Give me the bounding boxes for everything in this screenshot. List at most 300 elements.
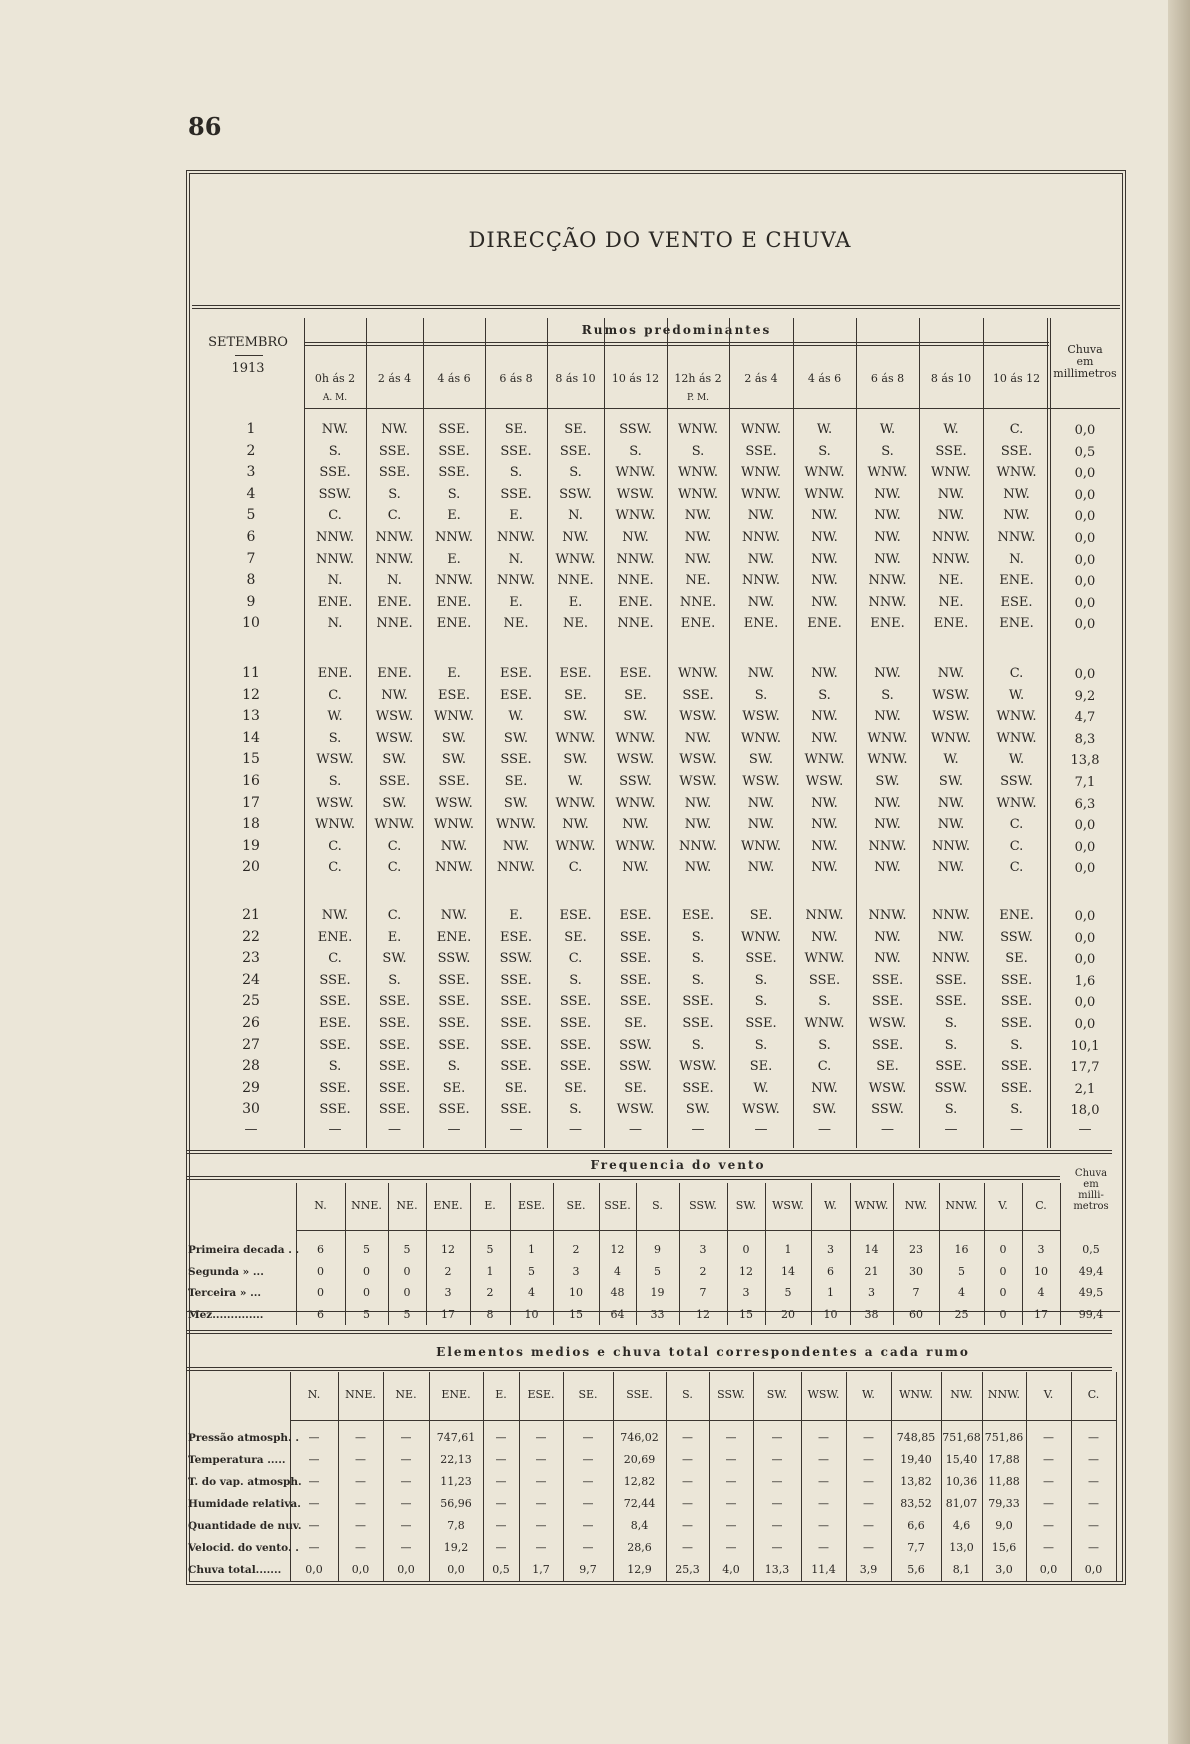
elements-value: 0,0 bbox=[1039, 1563, 1058, 1576]
title-separator bbox=[192, 305, 1120, 309]
page-title: DIRECÇÃO DO VENTO E CHUVA bbox=[468, 228, 852, 252]
wind-direction-cell: NNW. bbox=[375, 551, 414, 567]
wind-direction-cell: SW. bbox=[382, 951, 407, 967]
elements-value: — bbox=[582, 1497, 594, 1510]
wind-direction-cell: WNW. bbox=[555, 795, 596, 811]
wind-direction-cell: NW. bbox=[381, 687, 408, 703]
wind-direction-cell: S. bbox=[691, 951, 705, 967]
wind-direction-cell: SE. bbox=[624, 1080, 647, 1096]
frequency-value: 5 bbox=[958, 1264, 965, 1278]
wind-direction-cell: WSW. bbox=[742, 1102, 780, 1118]
wind-direction-cell: SSW. bbox=[437, 951, 471, 967]
wind-direction-cell: SSE. bbox=[1000, 994, 1033, 1010]
wind-direction-cell: SSE. bbox=[378, 465, 411, 481]
elements-value: 3,9 bbox=[859, 1563, 878, 1576]
wind-direction-cell: NW. bbox=[440, 838, 468, 854]
elements-value: — bbox=[863, 1453, 874, 1466]
dash-cell: — bbox=[754, 1122, 768, 1137]
wind-direction-cell: NW. bbox=[747, 594, 775, 610]
chuva-header-line: em bbox=[1076, 355, 1094, 369]
frequency-value: 30 bbox=[909, 1264, 923, 1278]
wind-direction-cell: NW. bbox=[684, 530, 712, 545]
elements-value: — bbox=[1043, 1519, 1054, 1532]
frequency-value: 0 bbox=[742, 1243, 750, 1256]
wind-direction-cell: SSE. bbox=[319, 1102, 351, 1118]
wind-direction-cell: SSE. bbox=[619, 972, 652, 988]
wind-direction-cell: ENE. bbox=[618, 594, 653, 610]
wind-direction-cell: NNW. bbox=[316, 551, 354, 567]
rain-cell: 0,0 bbox=[1074, 818, 1096, 834]
frequency-value: 19 bbox=[650, 1286, 665, 1299]
wind-direction-cell: ESE. bbox=[619, 666, 652, 681]
wind-direction-cell: SSE. bbox=[935, 1059, 967, 1075]
wind-direction-cell: NW. bbox=[811, 573, 838, 589]
wind-direction-cell: NW. bbox=[811, 530, 838, 545]
elements-value: — bbox=[535, 1431, 547, 1444]
day-number: 26 bbox=[242, 1015, 260, 1031]
rain-cell: 9,2 bbox=[1074, 688, 1096, 704]
wind-direction-cell: C. bbox=[387, 838, 402, 854]
elements-value: — bbox=[1088, 1431, 1099, 1444]
wind-direction-cell: NW. bbox=[622, 530, 649, 545]
wind-direction-cell: WSW. bbox=[679, 752, 717, 768]
wind-direction-cell: SW. bbox=[503, 730, 529, 746]
wind-direction-cell: WNW. bbox=[678, 486, 718, 502]
elements-value: 15,40 bbox=[945, 1453, 978, 1466]
elements-value: 9,0 bbox=[995, 1519, 1013, 1532]
wind-direction-cell: SE. bbox=[504, 774, 528, 789]
wind-direction-cell: NNW. bbox=[435, 860, 473, 876]
elements-value: 22,13 bbox=[440, 1453, 472, 1466]
wind-direction-cell: C. bbox=[817, 1059, 832, 1075]
wind-direction-cell: WNW. bbox=[867, 730, 908, 746]
elements-value: — bbox=[582, 1541, 594, 1554]
frequency-value: 38 bbox=[864, 1307, 879, 1321]
wind-direction-cell: S. bbox=[328, 774, 342, 789]
wind-direction-cell: NW. bbox=[747, 551, 775, 567]
elements-value: — bbox=[495, 1541, 507, 1554]
frequency-value: 1 bbox=[486, 1264, 494, 1278]
wind-direction-cell: ENE. bbox=[377, 666, 412, 681]
wind-direction-cell: WNW. bbox=[374, 817, 415, 833]
wind-direction-cell: NNW. bbox=[497, 573, 535, 589]
rain-cell: 17,7 bbox=[1070, 1060, 1100, 1076]
wind-direction-cell: NNE. bbox=[617, 573, 654, 589]
elements-value: — bbox=[535, 1519, 547, 1532]
day-number: 21 bbox=[242, 907, 260, 923]
day-number: 19 bbox=[242, 837, 260, 854]
elements-value: 9,7 bbox=[579, 1563, 597, 1576]
frequency-value: 5 bbox=[403, 1243, 411, 1256]
wind-direction-cell: SSE. bbox=[682, 1080, 714, 1096]
wind-direction-cell: WNW. bbox=[434, 817, 474, 833]
day-number: 29 bbox=[242, 1079, 260, 1096]
wind-direction-cell: SSE. bbox=[378, 1080, 411, 1096]
wind-direction-cell: SSE. bbox=[808, 972, 841, 988]
wind-direction-cell: SW. bbox=[812, 1102, 837, 1118]
frequency-value: 3 bbox=[868, 1286, 875, 1299]
wind-direction-cell: E. bbox=[447, 666, 461, 681]
wind-direction-cell: S. bbox=[388, 486, 401, 502]
elements-value: — bbox=[771, 1541, 783, 1554]
frequency-value: 17 bbox=[441, 1307, 455, 1321]
chuva-header-line: millimetros bbox=[1053, 367, 1117, 381]
wind-direction-cell: S. bbox=[447, 1059, 461, 1075]
wind-direction-cell: W. bbox=[753, 1080, 769, 1096]
elements-value: 3,0 bbox=[995, 1563, 1013, 1576]
frequency-column-header: S. bbox=[652, 1199, 663, 1212]
wind-direction-cell: WNW. bbox=[555, 551, 596, 567]
frequency-column-header: ENE. bbox=[433, 1199, 463, 1212]
wind-direction-cell: SE. bbox=[442, 1080, 466, 1096]
chuva-header-line: milli- bbox=[1078, 1190, 1104, 1201]
rain-cell: 18,0 bbox=[1070, 1103, 1100, 1119]
elements-value: 0,5 bbox=[492, 1563, 510, 1576]
day-number: 18 bbox=[242, 816, 260, 833]
wind-direction-cell: C. bbox=[568, 860, 583, 876]
elements-column-header: SW. bbox=[766, 1388, 788, 1401]
wind-direction-cell: SSW. bbox=[619, 1037, 652, 1053]
frequency-value: 8 bbox=[486, 1307, 494, 1321]
wind-direction-cell: ENE. bbox=[317, 666, 353, 681]
wind-direction-cell: SW. bbox=[563, 709, 588, 725]
frequency-value: 60 bbox=[909, 1307, 923, 1321]
hour-column-header: 10 ás 12 bbox=[611, 372, 660, 385]
wind-direction-cell: NW. bbox=[502, 838, 530, 854]
hour-column-header: 10 ás 12 bbox=[992, 372, 1041, 385]
chuva-header bbox=[1050, 344, 1120, 380]
elements-column-header: ESE. bbox=[527, 1388, 555, 1401]
wind-direction-cell: SE. bbox=[749, 908, 773, 923]
rain-cell: 0,0 bbox=[1074, 995, 1096, 1011]
wind-direction-cell: NW. bbox=[937, 508, 965, 524]
elements-value: — bbox=[400, 1497, 412, 1510]
wind-direction-cell: WNW. bbox=[678, 422, 718, 437]
elements-value: — bbox=[682, 1475, 693, 1488]
wind-direction-cell: SSE. bbox=[500, 972, 532, 988]
day-number: 25 bbox=[242, 993, 260, 1010]
wind-direction-cell: SE. bbox=[504, 1080, 528, 1096]
rain-cell: 0,0 bbox=[1074, 861, 1096, 877]
elements-header-rule bbox=[290, 1420, 1116, 1421]
wind-direction-cell: S. bbox=[328, 1059, 342, 1075]
wind-direction-cell: NNW. bbox=[932, 838, 970, 854]
wind-direction-cell: NW. bbox=[937, 486, 965, 502]
elements-value: — bbox=[355, 1475, 366, 1488]
elements-value: — bbox=[818, 1541, 829, 1554]
wind-direction-cell: SSE. bbox=[500, 752, 532, 768]
wind-direction-cell: NW. bbox=[937, 929, 965, 945]
elements-value: — bbox=[1043, 1453, 1054, 1466]
frequency-value: 6 bbox=[317, 1307, 324, 1321]
wind-direction-cell: NW. bbox=[811, 709, 838, 725]
wind-direction-cell: SSE. bbox=[745, 443, 777, 459]
wind-direction-cell: S. bbox=[818, 1037, 831, 1053]
frequency-value: 5 bbox=[528, 1264, 535, 1278]
pm-note: P. M. bbox=[686, 393, 710, 403]
wind-direction-cell: WNW. bbox=[615, 795, 656, 811]
wind-direction-cell: NW. bbox=[874, 508, 901, 524]
elements-value: — bbox=[308, 1475, 320, 1488]
elements-column-header: N. bbox=[307, 1388, 321, 1401]
frequency-value: 3 bbox=[444, 1286, 452, 1299]
hour-column-header: 6 ás 8 bbox=[499, 372, 533, 385]
day-number: 2 bbox=[246, 442, 256, 459]
elements-value: — bbox=[400, 1431, 412, 1444]
wind-direction-cell: NW. bbox=[1003, 486, 1030, 502]
wind-direction-cell: SW. bbox=[748, 752, 774, 768]
elements-value: — bbox=[682, 1541, 693, 1554]
frequency-caption-rule bbox=[186, 1176, 1060, 1180]
elements-value: — bbox=[863, 1497, 874, 1510]
frequency-column-header: E. bbox=[484, 1199, 496, 1212]
dash-cell: — bbox=[944, 1122, 958, 1137]
wind-direction-cell: NNW. bbox=[932, 908, 970, 923]
wind-direction-cell: C. bbox=[328, 508, 342, 524]
wind-direction-cell: WSW. bbox=[616, 1102, 655, 1118]
frequency-header-rule bbox=[296, 1230, 1060, 1231]
wind-direction-cell: SW. bbox=[382, 795, 407, 811]
wind-direction-cell: SSE. bbox=[438, 1016, 470, 1031]
wind-direction-cell: SSE. bbox=[935, 972, 967, 988]
rain-cell: 0,5 bbox=[1074, 444, 1096, 460]
wind-direction-cell: E. bbox=[447, 551, 461, 567]
wind-direction-cell: SSE. bbox=[871, 972, 904, 988]
day-number: 3 bbox=[246, 464, 256, 481]
frequency-value: 20 bbox=[781, 1307, 795, 1321]
wind-direction-cell: WNW. bbox=[555, 838, 596, 854]
elements-value: — bbox=[771, 1519, 783, 1532]
wind-direction-cell: C. bbox=[328, 860, 342, 876]
elements-value: 748,85 bbox=[896, 1431, 936, 1444]
wind-direction-cell: NW. bbox=[874, 666, 901, 681]
wind-direction-cell: N. bbox=[568, 508, 583, 524]
elements-value: 8,1 bbox=[952, 1563, 971, 1576]
wind-direction-cell: SSE. bbox=[378, 443, 411, 459]
hour-column-header: 2 ás 4 bbox=[744, 372, 778, 385]
elements-row-label: Temperatura ..... bbox=[188, 1454, 286, 1466]
wind-direction-cell: NNW. bbox=[932, 951, 970, 967]
frequency-column-header: SW. bbox=[735, 1199, 757, 1212]
day-number: 28 bbox=[242, 1058, 260, 1075]
frequency-value: 3 bbox=[572, 1264, 580, 1278]
day-number: 24 bbox=[242, 971, 260, 988]
frequency-value: 21 bbox=[864, 1264, 879, 1278]
elements-value: — bbox=[1043, 1541, 1054, 1554]
wind-direction-cell: SSE. bbox=[559, 994, 592, 1010]
wind-direction-cell: WSW. bbox=[805, 774, 844, 789]
wind-direction-cell: SSE. bbox=[682, 994, 714, 1010]
wind-direction-cell: SE. bbox=[624, 1016, 647, 1031]
wind-direction-cell: W. bbox=[567, 774, 584, 789]
wind-direction-cell: NE. bbox=[685, 573, 711, 589]
wind-direction-cell: SSE. bbox=[500, 994, 532, 1010]
elements-value: — bbox=[535, 1453, 547, 1466]
elements-column-header: C. bbox=[1087, 1388, 1100, 1401]
dash-cell: — bbox=[818, 1122, 831, 1137]
wind-direction-cell: NW. bbox=[747, 795, 775, 811]
elements-column-header: NNW. bbox=[987, 1388, 1021, 1401]
wind-direction-cell: NNW. bbox=[868, 573, 907, 589]
elements-value: — bbox=[582, 1475, 594, 1488]
wind-direction-cell: C. bbox=[387, 860, 402, 876]
wind-direction-cell: C. bbox=[387, 908, 402, 923]
wind-direction-cell: SSE. bbox=[871, 994, 904, 1010]
frequency-value: 5 bbox=[654, 1264, 661, 1278]
frequency-value: 1 bbox=[528, 1243, 535, 1256]
wind-direction-cell: ESE. bbox=[559, 666, 592, 681]
wind-direction-cell: SSE. bbox=[378, 1059, 411, 1075]
frequency-value: 1 bbox=[784, 1243, 792, 1256]
frequency-value: 12 bbox=[739, 1264, 753, 1278]
elements-value: — bbox=[535, 1497, 547, 1510]
month-underline bbox=[235, 355, 263, 356]
wind-direction-cell: S. bbox=[754, 1037, 768, 1053]
dash-cell: — bbox=[1010, 1122, 1023, 1137]
elements-value: — bbox=[725, 1497, 737, 1510]
frequency-value: 64 bbox=[610, 1307, 625, 1321]
wind-direction-cell: WNW. bbox=[741, 422, 781, 437]
wind-direction-cell: WSW. bbox=[932, 687, 970, 703]
wind-direction-cell: W. bbox=[327, 709, 343, 725]
hour-column-header: 6 ás 8 bbox=[870, 372, 905, 385]
elements-value: 4,6 bbox=[952, 1519, 971, 1532]
elements-value: — bbox=[495, 1497, 507, 1510]
am-note: A. M. bbox=[322, 393, 348, 403]
frequency-value: 16 bbox=[954, 1243, 969, 1256]
wind-direction-cell: C. bbox=[328, 687, 342, 703]
day-number: 1 bbox=[246, 421, 256, 437]
wind-direction-cell: WNW. bbox=[678, 666, 718, 681]
day-number: 23 bbox=[242, 950, 260, 967]
wind-direction-cell: WNW. bbox=[741, 486, 781, 502]
elements-caption-rule bbox=[186, 1367, 1112, 1371]
wind-direction-cell: SW. bbox=[875, 774, 900, 789]
wind-direction-cell: NW. bbox=[562, 530, 589, 545]
frequency-value: 14 bbox=[864, 1243, 879, 1256]
elements-value: 7,8 bbox=[447, 1519, 465, 1532]
wind-direction-cell: NW. bbox=[811, 838, 838, 854]
frequency-value: 5 bbox=[363, 1307, 370, 1321]
elements-value: 0,0 bbox=[305, 1563, 323, 1576]
wind-direction-cell: NW. bbox=[1003, 508, 1030, 524]
day-number: 12 bbox=[242, 686, 260, 703]
elements-value: — bbox=[863, 1475, 874, 1488]
wind-direction-cell: W. bbox=[508, 709, 524, 725]
wind-direction-cell: NW. bbox=[684, 795, 712, 811]
elements-column-header: SSE. bbox=[626, 1388, 653, 1401]
wind-direction-cell: WNW. bbox=[615, 508, 656, 524]
elements-column-header: WNW. bbox=[899, 1388, 933, 1401]
elements-value: 11,23 bbox=[440, 1475, 472, 1488]
wind-direction-cell: NNW. bbox=[616, 551, 655, 567]
wind-direction-cell: WNW. bbox=[615, 465, 656, 481]
wind-direction-cell: SSE. bbox=[438, 774, 470, 789]
elements-value: — bbox=[582, 1431, 594, 1444]
wind-direction-cell: SSW. bbox=[619, 422, 652, 437]
wind-direction-cell: SSE. bbox=[438, 994, 470, 1010]
wind-direction-cell: SSE. bbox=[438, 422, 470, 437]
rain-cell: 0,0 bbox=[1074, 909, 1096, 924]
elements-value: — bbox=[308, 1541, 320, 1554]
frequency-rain-value: 0,5 bbox=[1082, 1243, 1100, 1256]
day-number: 22 bbox=[242, 928, 260, 945]
wind-direction-cell: S. bbox=[1010, 1102, 1023, 1118]
wind-direction-cell: S. bbox=[881, 687, 894, 703]
elements-value: — bbox=[818, 1475, 829, 1488]
frequency-rain-value: 99,4 bbox=[1078, 1307, 1104, 1321]
elements-value: — bbox=[771, 1475, 783, 1488]
frequency-value: 15 bbox=[739, 1307, 753, 1321]
frequency-value: 7 bbox=[699, 1286, 707, 1299]
wind-direction-cell: NNW. bbox=[868, 594, 907, 610]
wind-direction-cell: S. bbox=[328, 730, 342, 746]
elements-value: — bbox=[308, 1497, 320, 1510]
header-bottom-rule bbox=[304, 408, 1120, 409]
wind-direction-cell: ENE. bbox=[870, 616, 905, 632]
frequency-value: 4 bbox=[614, 1264, 621, 1278]
dash-cell: — bbox=[244, 1122, 258, 1137]
frequency-value: 15 bbox=[569, 1307, 583, 1321]
day-number: 13 bbox=[242, 708, 260, 725]
book-edge bbox=[1168, 0, 1190, 1744]
dash-cell: — bbox=[1078, 1122, 1092, 1137]
wind-direction-cell: SSE. bbox=[319, 994, 351, 1010]
wind-direction-cell: SSE. bbox=[559, 1037, 592, 1053]
frequency-column-header: V. bbox=[998, 1199, 1008, 1212]
chuva-header-line: em bbox=[1083, 1179, 1099, 1190]
frequency-column-header: WSW. bbox=[772, 1199, 804, 1212]
elements-row-label: Chuva total....... bbox=[188, 1564, 282, 1576]
wind-direction-cell: E. bbox=[509, 508, 523, 524]
frequency-value: 3 bbox=[742, 1286, 750, 1299]
elements-value: — bbox=[863, 1519, 874, 1532]
wind-direction-cell: WNW. bbox=[741, 465, 781, 481]
frequency-column-header: SSE. bbox=[604, 1199, 631, 1212]
day-number: 10 bbox=[242, 615, 260, 632]
frequency-value: 33 bbox=[650, 1307, 665, 1321]
day-number: 16 bbox=[242, 773, 260, 789]
elements-value: — bbox=[582, 1519, 594, 1532]
chuva-header-line: metros bbox=[1073, 1201, 1109, 1212]
wind-direction-cell: WSW. bbox=[375, 709, 414, 725]
wind-direction-cell: WNW. bbox=[741, 929, 781, 945]
frequency-value: 0 bbox=[363, 1264, 370, 1278]
day-number: 11 bbox=[242, 665, 260, 681]
elements-value: — bbox=[818, 1453, 829, 1466]
rain-cell: 0,0 bbox=[1074, 839, 1096, 855]
rain-cell: 13,8 bbox=[1070, 753, 1100, 769]
wind-direction-cell: NW. bbox=[937, 795, 965, 811]
frequency-column-header: NNW. bbox=[945, 1199, 978, 1212]
elements-value: — bbox=[355, 1519, 366, 1532]
wind-direction-cell: NW. bbox=[747, 666, 775, 681]
elements-value: — bbox=[771, 1431, 783, 1444]
elements-value: — bbox=[1088, 1497, 1099, 1510]
wind-direction-cell: S. bbox=[818, 994, 831, 1010]
elements-value: — bbox=[400, 1519, 412, 1532]
wind-direction-cell: E. bbox=[509, 594, 523, 610]
frequency-caption: Frequencia do vento bbox=[590, 1158, 766, 1172]
day-number: 4 bbox=[246, 485, 256, 502]
elements-value: — bbox=[818, 1431, 829, 1444]
wind-direction-cell: S. bbox=[754, 972, 768, 988]
elements-column-header: NW. bbox=[950, 1388, 973, 1401]
frequency-value: 0 bbox=[403, 1264, 411, 1278]
wind-direction-cell: WNW. bbox=[996, 709, 1037, 725]
wind-direction-cell: NW. bbox=[874, 860, 901, 876]
frequency-value: 0 bbox=[317, 1264, 324, 1278]
